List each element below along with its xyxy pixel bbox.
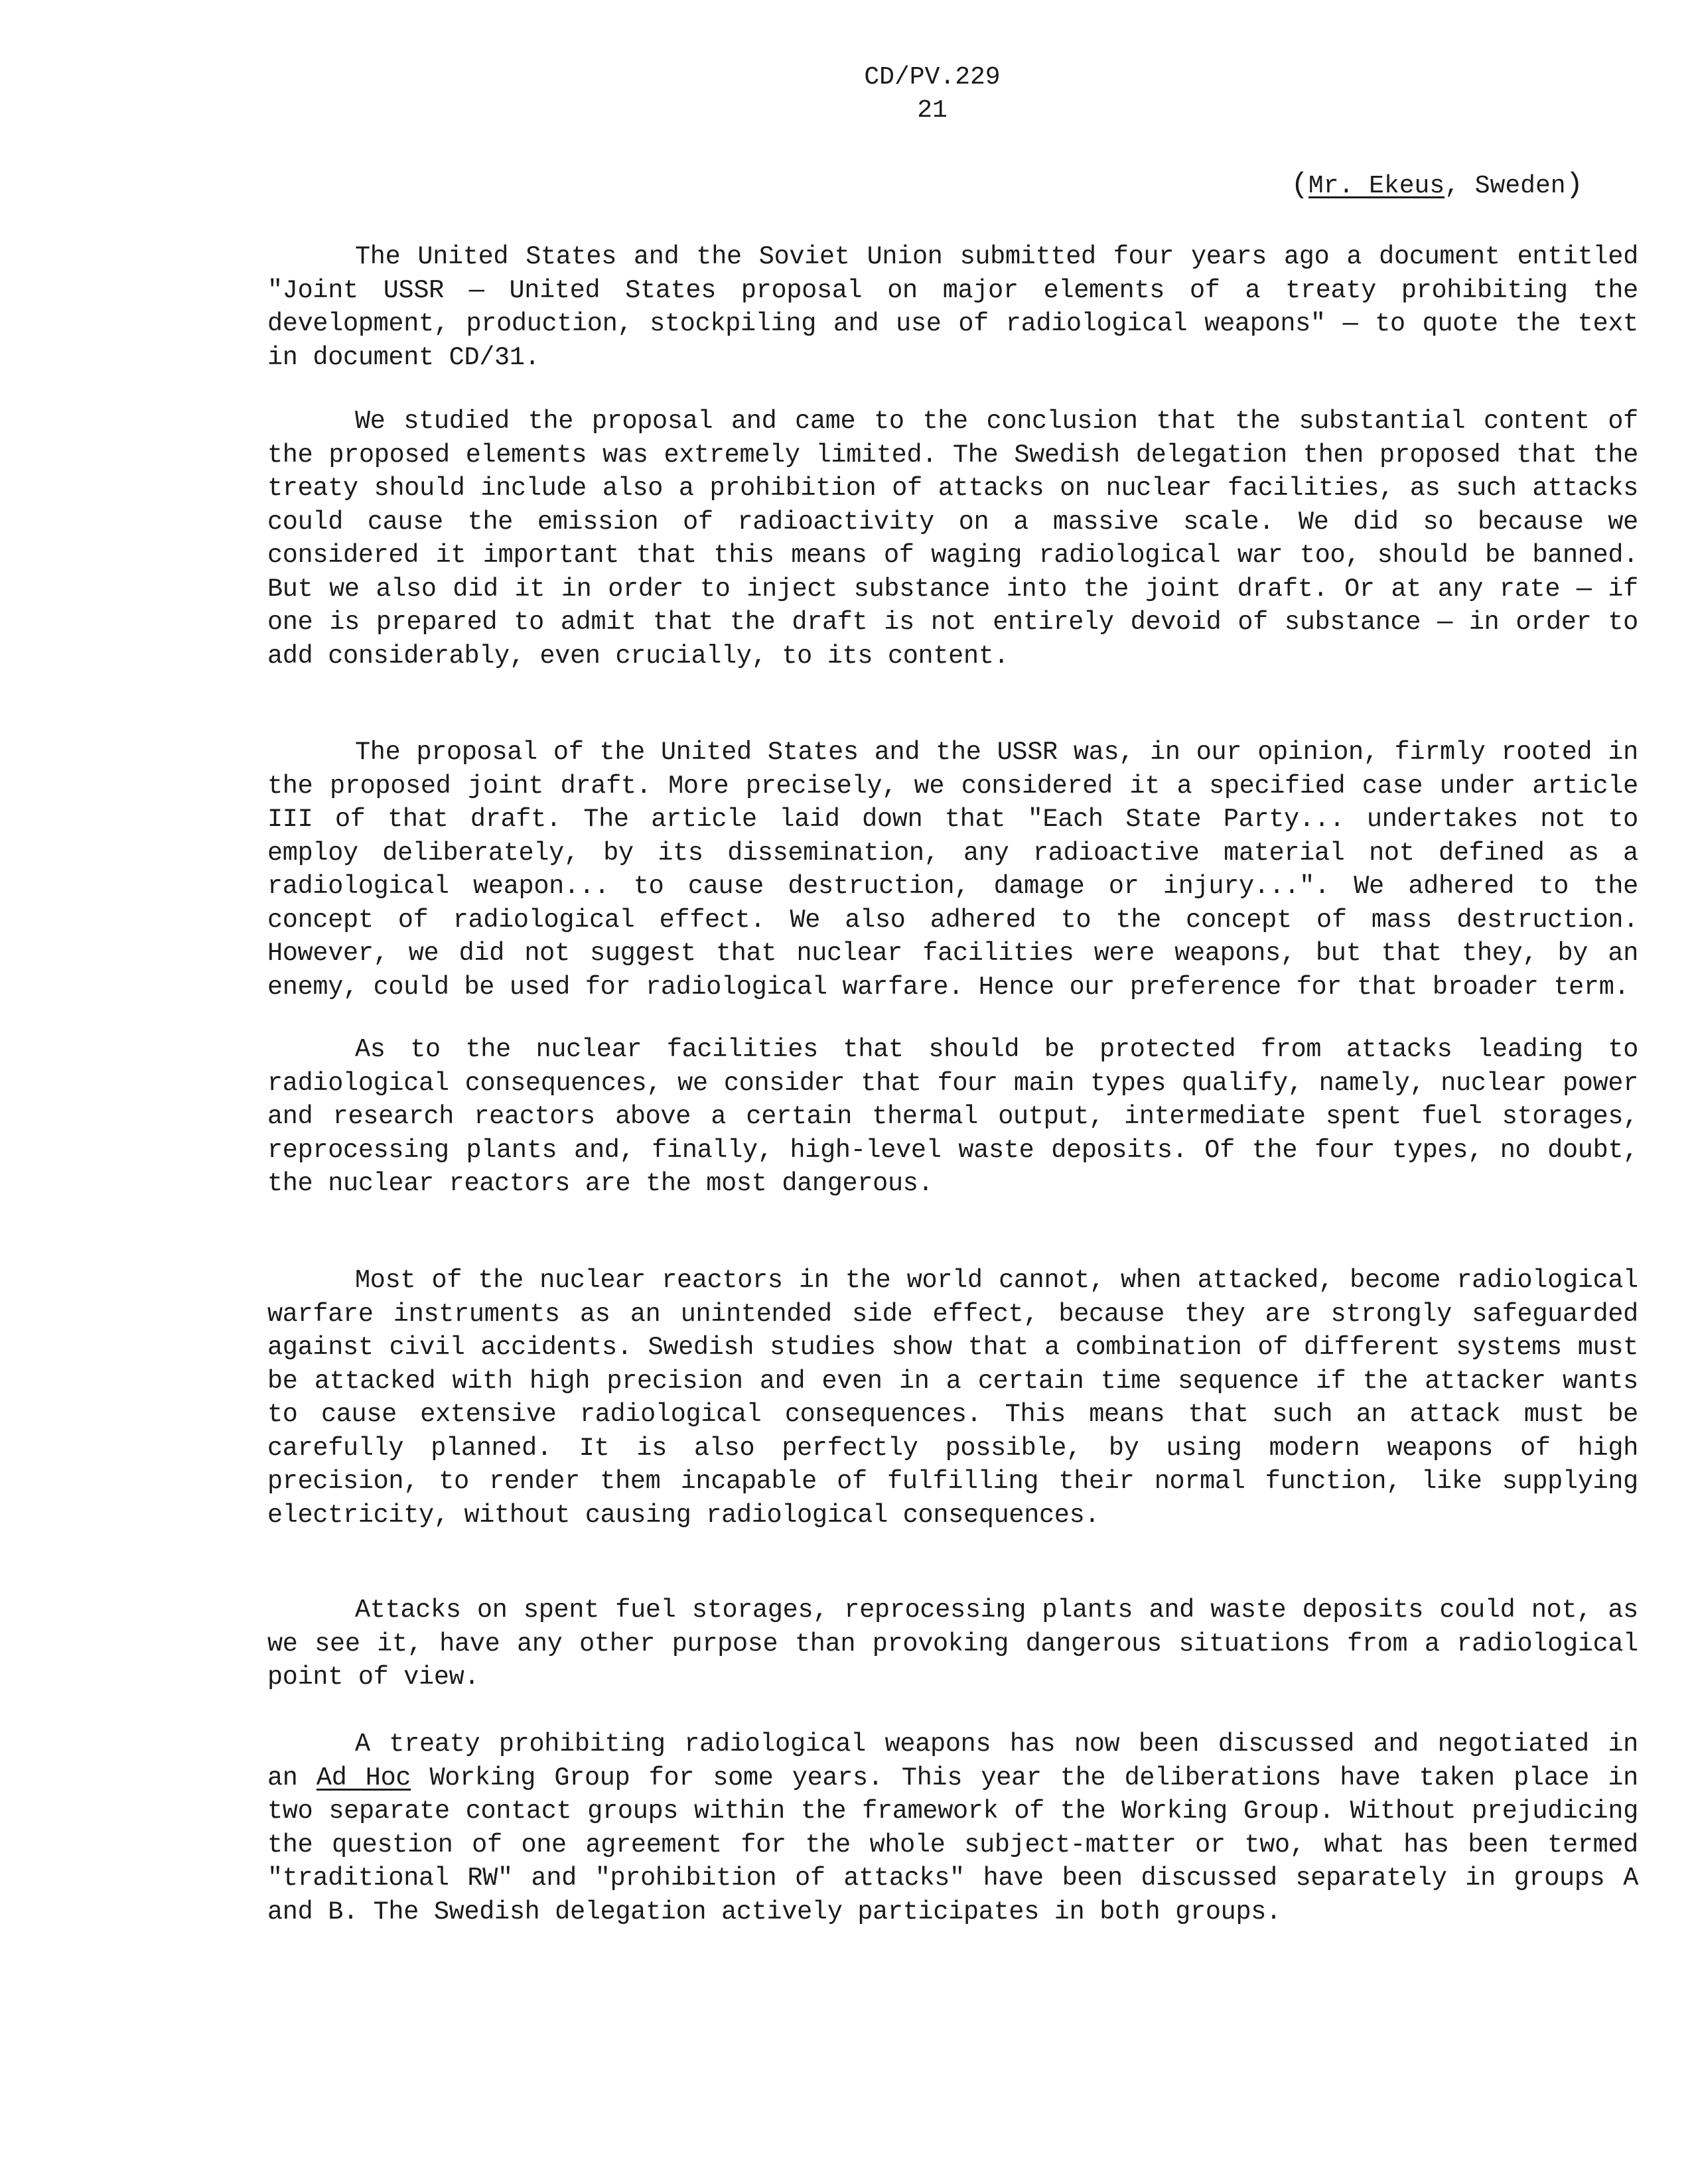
open-parenthesis: (	[1291, 169, 1308, 202]
paragraph-7	[267, 1728, 1638, 1929]
speaker-attribution	[1261, 169, 1583, 203]
paragraph-7-text-end: Working Group for some years. This year the deliberations have taken place in two separate contact groups within the framework of the Working Group. Without prejudicing the question of one agreement for the whole subject-matter or two, what has been termed "traditional RW" and "prohibition of attacks" have been discussed separately in groups A and B. The Swedish delegation actively participates in both groups.	[267, 1763, 1638, 1927]
page-number: 21	[917, 96, 948, 125]
paragraph-5: Most of the nuclear reactors in the world cannot, when attacked, become radiological warfare instruments as an unintended side effect, because they are strongly safeguarded against civil accidents. Swedish studies show that a combination of different systems must be attacked with high precision and even in a certain time sequence if the attacker wants to cause extensive radiological consequences. This means that such an attack must be carefully planned. It is also perfectly possible, by using modern weapons of high precision, to render them incapable of fulfilling their normal function, like supplying electricity, without causing radiological consequences.	[267, 1266, 1638, 1530]
paragraph-6: Attacks on spent fuel storages, reprocessing plants and waste deposits could not, as we see it, have any other purpose than provoking dangerous situations from a radiological point of view.	[267, 1596, 1638, 1692]
ad-hoc-underlined: Ad Hoc	[316, 1763, 411, 1793]
document-symbol: CD/PV.229	[864, 63, 1001, 92]
paragraph-1: The United States and the Soviet Union submitted four years ago a document entitled "Joint USSR — United States proposal on major elements of a treaty prohibiting the development, production, stockpiling and use of radiological weapons" — to quote the text in document CD/31.	[267, 242, 1638, 372]
speaker-country: , Sweden	[1445, 172, 1566, 200]
paragraph-3: The proposal of the United States and the USSR was, in our opinion, firmly rooted in the proposed joint draft. More precisely, we considered it a specified case under article III of that draft. The article laid down that "Each State Party... undertakes not to employ deliberately, by its dissemination, any radioactive material not defined as a radiological weapon... to cause destruction, damage or injury...". We adhered to the concept of radiological effect. We also adhered to the concept of mass destruction. However, we did not suggest that nuclear facilities were weapons, but that they, by an enemy, could be used for radiological warfare. Hence our preference for that broader term.	[267, 738, 1638, 1002]
paragraph-7-text-start: A treaty prohibiting radiological weapons has now been discussed and negotiated in an	[267, 1730, 1638, 1793]
paragraph-2: We studied the proposal and came to the conclusion that the substantial content of the proposed elements was extremely limited. The Swedish delegation then proposed that the treaty should include also a prohibition of attacks on nuclear facilities, as such attacks could cause the emission of radioactivity on a massive scale. We did so because we considered it important that this means of waging radiological war too, should be banned. But we also did it in order to inject substance into the joint draft. Or at any rate — if one is prepared to admit that the draft is not entirely devoid of substance — in order to add considerably, even crucially, to its content.	[267, 407, 1638, 671]
paragraph-4: As to the nuclear facilities that should be protected from attacks leading to radiological consequences, we consider that four main types qualify, namely, nuclear power and research reactors above a certain thermal output, intermediate spent fuel storages, reprocessing plants and, finally, high-level waste deposits. Of the four types, no doubt, the nuclear reactors are the most dangerous.	[267, 1035, 1638, 1198]
speaker-name: Mr. Ekeus	[1308, 172, 1445, 200]
close-parenthesis: )	[1565, 169, 1583, 202]
